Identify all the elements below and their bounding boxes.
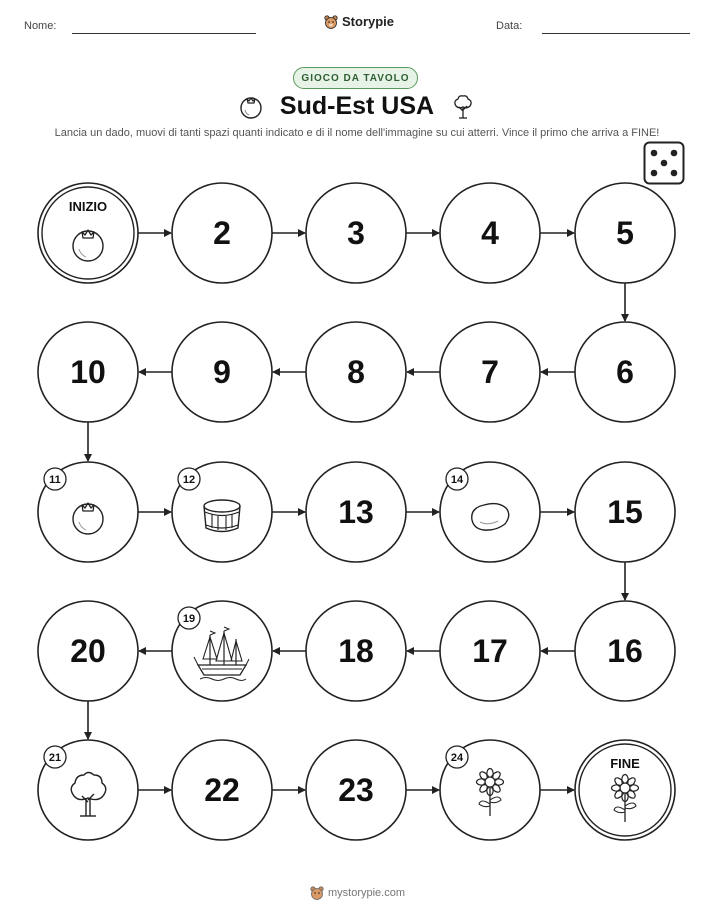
category-badge: GIOCO DA TAVOLO xyxy=(293,67,418,89)
board-space-2[interactable] xyxy=(172,183,272,283)
board-space-24[interactable] xyxy=(440,740,540,840)
date-label: Data: xyxy=(496,20,523,32)
footer-url: mystorypie.com xyxy=(328,887,406,899)
space-number: 10 xyxy=(70,354,106,390)
space-number: 22 xyxy=(204,772,240,808)
name-label: Nome: xyxy=(24,20,57,32)
space-number: 17 xyxy=(472,633,508,669)
space-number: 7 xyxy=(481,354,499,390)
page-title: Sud-Est USA xyxy=(279,92,435,120)
board-space-25[interactable] xyxy=(575,740,675,840)
board-space-7[interactable] xyxy=(440,322,540,422)
board-space-14[interactable] xyxy=(440,462,540,562)
board-space-9[interactable] xyxy=(172,322,272,422)
space-number: 15 xyxy=(607,494,643,530)
space-number: 24 xyxy=(450,752,464,764)
bear-mascot-icon xyxy=(310,886,324,900)
end-label: FINE xyxy=(610,756,640,771)
board-space-17[interactable] xyxy=(440,601,540,701)
board-space-10[interactable] xyxy=(38,322,138,422)
board-space-12[interactable] xyxy=(172,462,272,562)
board-space-13[interactable] xyxy=(306,462,406,562)
space-number: 19 xyxy=(182,613,196,625)
board-space-22[interactable] xyxy=(172,740,272,840)
board-space-21[interactable] xyxy=(38,740,138,840)
space-number: 5 xyxy=(616,215,634,251)
space-number: 11 xyxy=(49,474,61,486)
space-number: 8 xyxy=(347,354,365,390)
space-number: 18 xyxy=(338,633,374,669)
space-number: 14 xyxy=(450,474,464,486)
board-space-1[interactable] xyxy=(38,183,138,283)
footer xyxy=(310,886,405,900)
space-number: 2 xyxy=(213,215,231,251)
instructions-text: Lancia un dado, muovi di tanti spazi quanti indicato e di il nome dell'immagine su cui atterri. Vince il primo che arriva a FINE! xyxy=(54,127,660,139)
board-space-16[interactable] xyxy=(575,601,675,701)
start-label: INIZIO xyxy=(68,199,108,214)
board-space-19[interactable] xyxy=(172,601,272,701)
space-number: 4 xyxy=(481,215,499,251)
space-number: 16 xyxy=(607,633,643,669)
space-number: 12 xyxy=(182,474,196,486)
space-number: 21 xyxy=(48,752,62,764)
space-number: 9 xyxy=(213,354,231,390)
board-space-5[interactable] xyxy=(575,183,675,283)
brand-name: Storypie xyxy=(342,14,395,29)
space-number: 13 xyxy=(338,494,374,530)
board-space-6[interactable] xyxy=(575,322,675,422)
space-number: 3 xyxy=(347,215,365,251)
board-space-18[interactable] xyxy=(306,601,406,701)
board-space-23[interactable] xyxy=(306,740,406,840)
board-space-11[interactable] xyxy=(38,462,138,562)
board-space-20[interactable] xyxy=(38,601,138,701)
space-number: 6 xyxy=(616,354,634,390)
space-number: 20 xyxy=(70,633,106,669)
board-space-15[interactable] xyxy=(575,462,675,562)
board-space-4[interactable] xyxy=(440,183,540,283)
space-number: 23 xyxy=(338,772,374,808)
board-space-3[interactable] xyxy=(306,183,406,283)
board-space-8[interactable] xyxy=(306,322,406,422)
